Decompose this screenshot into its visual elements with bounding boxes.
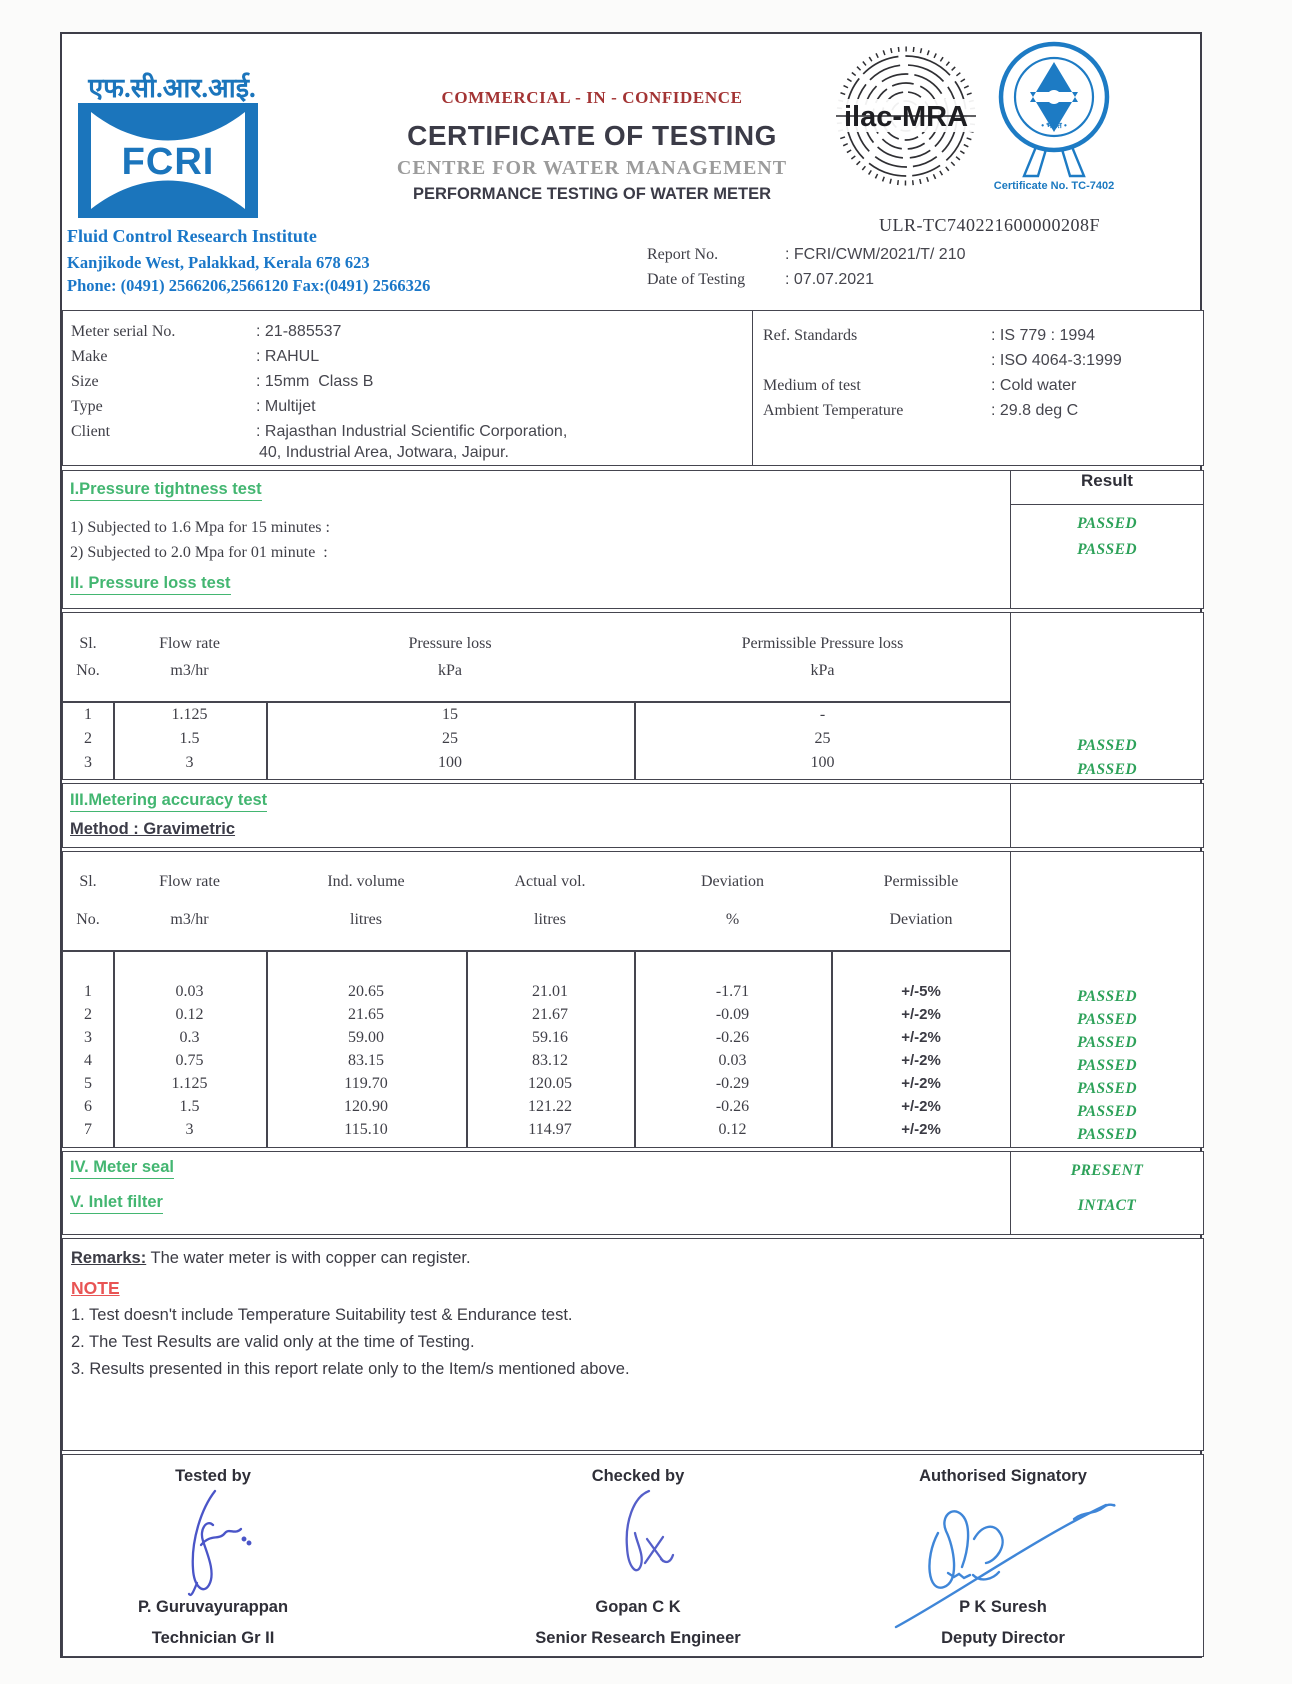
accuracy-result: PASSED xyxy=(1077,1057,1137,1074)
test-condition-row xyxy=(763,348,1203,373)
signature-col-checked xyxy=(453,1455,823,1656)
tested-by-signature-icon xyxy=(163,1483,263,1601)
pressure-loss-result xyxy=(1011,710,1203,734)
svg-text:FCRI: FCRI xyxy=(121,141,215,183)
checks-section xyxy=(62,1151,1204,1235)
cell-sl: 6 xyxy=(84,1098,92,1115)
column-divider xyxy=(266,703,268,779)
tightness-item-1: 1) Subjected to 1.6 Mpa for 15 minutes : xyxy=(70,519,330,536)
meter-details-left xyxy=(63,311,753,465)
cell-flow: 3 xyxy=(185,1121,194,1138)
accuracy-results xyxy=(1011,852,1203,1147)
cell-perm: - xyxy=(819,706,826,723)
svg-text:ilac-MRA: ilac-MRA xyxy=(843,101,969,133)
pressure-loss-row xyxy=(63,706,1010,730)
cell-permissible: +/-2% xyxy=(901,1029,941,1046)
meter-detail-row xyxy=(71,394,752,419)
header xyxy=(62,34,1200,310)
accuracy-result: PASSED xyxy=(1077,1126,1137,1143)
cell-flow: 1.5 xyxy=(179,730,200,747)
accuracy-row xyxy=(63,1098,1010,1121)
col-header-sl: Sl. No. xyxy=(76,873,100,928)
tightness-result-2: PASSED xyxy=(1077,541,1137,558)
cell-permissible: +/-5% xyxy=(901,983,941,1000)
cell-deviation: -0.26 xyxy=(715,1029,750,1046)
cell-permissible: +/-2% xyxy=(901,1006,941,1023)
signature-col-tested xyxy=(63,1455,363,1656)
column-divider xyxy=(831,952,833,1147)
remarks-section xyxy=(62,1238,1204,1451)
accuracy-heading-section xyxy=(62,783,1204,848)
cell-flow: 3 xyxy=(185,754,194,771)
cell-actual-volume: 21.67 xyxy=(532,1006,568,1023)
test-condition-value: : 29.8 deg C xyxy=(991,402,1079,419)
col-header-ind-volume: Ind. volume litres xyxy=(327,873,405,928)
check-result: PRESENT xyxy=(1070,1162,1144,1179)
cell-permissible: +/-2% xyxy=(901,1121,941,1138)
pressure-loss-table xyxy=(63,613,1011,779)
pressure-tightness-heading: I.Pressure tightness test xyxy=(70,480,262,501)
cell-deviation: 0.03 xyxy=(718,1052,747,1069)
accuracy-row xyxy=(63,1006,1010,1029)
accuracy-result: PASSED xyxy=(1077,1011,1137,1028)
org-hindi-name: एफ.सी.आर.आई. xyxy=(88,73,256,103)
cell-actual-volume: 59.16 xyxy=(532,1029,568,1046)
nabl-certificate-no: Certificate No. TC-7402 xyxy=(993,180,1115,192)
accuracy-heading-result-spacer xyxy=(1011,784,1203,847)
check-row xyxy=(63,1152,1010,1187)
accuracy-method: Method : Gravimetric xyxy=(70,820,236,838)
meter-details-section xyxy=(62,310,1204,466)
col-header-sl: Sl. No. xyxy=(76,634,100,679)
performance-subtitle: PERFORMANCE TESTING OF WATER METER xyxy=(412,185,772,203)
col-header-pressure-loss: Pressure loss kPa xyxy=(408,634,492,679)
accuracy-table-section xyxy=(62,851,1204,1148)
cell-deviation: -0.09 xyxy=(715,1006,750,1023)
accuracy-result: PASSED xyxy=(1077,1034,1137,1051)
accuracy-heading: III.Metering accuracy test xyxy=(70,791,267,812)
accuracy-row xyxy=(63,1121,1010,1144)
accuracy-heading-main xyxy=(63,784,1011,847)
cell-flow: 1.125 xyxy=(171,706,208,723)
meter-detail-value: : 15mm Class B xyxy=(256,373,374,390)
cell-sl: 4 xyxy=(84,1052,92,1069)
nabl-country-label: • भारत • xyxy=(1041,121,1067,130)
checks-main xyxy=(63,1152,1011,1234)
pressure-loss-table-section xyxy=(62,612,1204,780)
cell-sl: 1 xyxy=(84,706,92,723)
ilac-mra-logo-icon xyxy=(830,40,982,192)
meter-detail-label: Meter serial No. xyxy=(71,323,176,340)
date-value: : 07.07.2021 xyxy=(785,271,874,288)
signature-col-authorised xyxy=(823,1455,1183,1656)
nabl-logo-icon xyxy=(986,40,1122,180)
column-divider xyxy=(634,952,636,1147)
meter-detail-label: Make xyxy=(71,348,108,365)
meter-detail-value: : RAHUL xyxy=(256,348,320,365)
cell-actual-volume: 114.97 xyxy=(528,1121,572,1138)
cell-ind-volume: 119.70 xyxy=(344,1075,388,1092)
signature-name: P. Guruvayurappan xyxy=(137,1598,289,1616)
signature-name: Gopan C K xyxy=(595,1598,681,1616)
cell-loss: 15 xyxy=(442,706,458,723)
cell-actual-volume: 21.01 xyxy=(532,983,568,1000)
meter-detail-value: : 21-885537 xyxy=(256,323,342,340)
cell-permissible: +/-2% xyxy=(901,1075,941,1092)
column-divider xyxy=(113,703,115,779)
signature-title: Deputy Director xyxy=(941,1629,1065,1647)
note-label: NOTE xyxy=(71,1278,120,1298)
meter-detail-value: : Multijet xyxy=(256,398,316,415)
confidential-banner: COMMERCIAL - IN - CONFIDENCE xyxy=(441,88,743,107)
cell-deviation: -0.29 xyxy=(715,1075,750,1092)
meter-detail-row xyxy=(71,419,752,444)
pressure-tightness-section xyxy=(62,470,1204,609)
pressure-loss-result: PASSED xyxy=(1077,761,1137,778)
signature-title: Senior Research Engineer xyxy=(535,1629,741,1647)
cell-sl: 7 xyxy=(84,1121,92,1138)
certificate-page xyxy=(60,32,1202,1658)
meter-detail-row xyxy=(71,369,752,394)
column-divider xyxy=(466,952,468,1147)
cell-ind-volume: 83.15 xyxy=(348,1052,384,1069)
test-condition-value: : IS 779 : 1994 xyxy=(991,327,1096,344)
checked-by-signature-icon xyxy=(603,1481,683,1599)
signature-role: Authorised Signatory xyxy=(919,1467,1087,1485)
org-phone: Phone: (0491) 2566206,2566120 Fax:(0491) 2566326 xyxy=(67,276,431,295)
org-name: Fluid Control Research Institute xyxy=(67,226,317,246)
cell-flow: 0.3 xyxy=(179,1029,200,1046)
col-header-flow-rate: Flow rate m3/hr xyxy=(159,873,220,928)
test-condition-label: Ref. Standards xyxy=(763,327,858,344)
pressure-loss-row xyxy=(63,730,1010,754)
cell-sl: 2 xyxy=(84,1006,92,1023)
note-item: 2. The Test Results are valid only at the time of Testing. xyxy=(71,1333,475,1351)
test-condition-value: : Cold water xyxy=(991,377,1077,394)
signature-role: Checked by xyxy=(591,1467,685,1485)
pressure-loss-table-body xyxy=(63,703,1010,778)
ulr-number: ULR-TC740221600000208F xyxy=(878,215,1100,235)
cell-actual-volume: 83.12 xyxy=(532,1052,568,1069)
accuracy-table xyxy=(63,852,1011,1147)
org-address: Kanjikode West, Palakkad, Kerala 678 623 xyxy=(67,253,370,272)
cell-deviation: 0.12 xyxy=(718,1121,747,1138)
client-address-line2: 40, Industrial Area, Jotwara, Jaipur. xyxy=(259,444,509,461)
pressure-loss-results xyxy=(1011,613,1203,779)
check-result: INTACT xyxy=(1077,1197,1137,1214)
cell-flow: 1.5 xyxy=(179,1098,200,1115)
cell-actual-volume: 120.05 xyxy=(528,1075,572,1092)
cell-permissible: +/-2% xyxy=(901,1052,941,1069)
cell-loss: 100 xyxy=(438,754,462,771)
note-list xyxy=(71,1306,1203,1380)
pressure-loss-table-header xyxy=(63,613,1010,703)
pressure-tightness-main xyxy=(63,471,1011,608)
column-divider xyxy=(113,952,115,1147)
accuracy-row xyxy=(63,1075,1010,1098)
meter-detail-row xyxy=(71,344,752,369)
cell-sl: 1 xyxy=(84,983,92,1000)
cell-flow: 0.75 xyxy=(175,1052,204,1069)
checks-results xyxy=(1011,1152,1203,1234)
test-condition-label: Medium of test xyxy=(763,377,861,394)
test-condition-label: Ambient Temperature xyxy=(763,402,904,419)
remarks-text: The water meter is with copper can register. xyxy=(146,1249,471,1267)
cell-ind-volume: 120.90 xyxy=(344,1098,388,1115)
col-header-deviation: Deviation % xyxy=(700,873,765,928)
accuracy-row xyxy=(63,1052,1010,1075)
report-no-label: Report No. xyxy=(647,246,719,263)
cell-sl: 3 xyxy=(84,754,92,771)
signature-name: P K Suresh xyxy=(959,1598,1047,1616)
cell-sl: 3 xyxy=(84,1029,92,1046)
test-condition-row xyxy=(763,373,1203,398)
cell-ind-volume: 20.65 xyxy=(348,983,384,1000)
cell-actual-volume: 121.22 xyxy=(528,1098,572,1115)
cell-flow: 0.12 xyxy=(175,1006,204,1023)
signature-title: Technician Gr II xyxy=(151,1629,275,1647)
tightness-item-2: 2) Subjected to 2.0 Mpa for 01 minute : xyxy=(70,544,328,561)
accuracy-result: PASSED xyxy=(1077,1103,1137,1120)
accuracy-result: PASSED xyxy=(1077,988,1137,1005)
meter-details-right xyxy=(753,311,1203,465)
meter-detail-label: Type xyxy=(71,398,103,415)
column-divider xyxy=(266,952,268,1147)
remarks-line xyxy=(71,1249,1203,1268)
cell-permissible: +/-2% xyxy=(901,1098,941,1115)
col-header-permissible-loss: Permissible Pressure loss kPa xyxy=(741,634,904,679)
meter-detail-value: : Rajasthan Industrial Scientific Corporation, xyxy=(256,423,568,440)
result-column-header: Result xyxy=(1011,471,1203,505)
check-row xyxy=(63,1187,1010,1222)
page-title: CERTIFICATE OF TESTING xyxy=(407,120,777,151)
accuracy-result: PASSED xyxy=(1077,1080,1137,1097)
check-label: IV. Meter seal xyxy=(70,1158,174,1179)
test-condition-row xyxy=(763,323,1203,348)
test-condition-row xyxy=(763,398,1203,423)
cell-perm: 25 xyxy=(814,730,831,747)
col-header-permissible-deviation: Permissible Deviation xyxy=(883,873,959,928)
signature-role: Tested by xyxy=(175,1467,251,1485)
cell-deviation: -0.26 xyxy=(715,1098,750,1115)
accuracy-row xyxy=(63,1029,1010,1052)
report-no-value: : FCRI/CWM/2021/T/ 210 xyxy=(785,246,966,263)
signature-section xyxy=(62,1454,1204,1657)
meter-detail-row xyxy=(71,319,752,344)
pressure-tightness-results xyxy=(1011,471,1203,608)
pressure-loss-result: PASSED xyxy=(1077,737,1137,754)
remarks-label: Remarks: xyxy=(71,1249,147,1267)
date-label: Date of Testing xyxy=(647,271,746,288)
test-condition-value: : ISO 4064-3:1999 xyxy=(991,352,1122,369)
cell-loss: 25 xyxy=(442,730,458,747)
note-item: 3. Results presented in this report relate only to the Item/s mentioned above. xyxy=(71,1360,630,1378)
check-label: V. Inlet filter xyxy=(70,1193,163,1214)
meter-detail-label: Size xyxy=(71,373,99,390)
meter-detail-label: Client xyxy=(71,423,111,440)
accuracy-row xyxy=(63,983,1010,1006)
cell-flow: 1.125 xyxy=(171,1075,208,1092)
fcri-logo-icon xyxy=(77,102,259,219)
column-divider xyxy=(634,703,636,779)
cell-sl: 5 xyxy=(84,1075,92,1092)
accuracy-table-body xyxy=(63,952,1010,1144)
pressure-loss-heading: II. Pressure loss test xyxy=(70,574,231,595)
note-item: 1. Test doesn't include Temperature Suitability test & Endurance test. xyxy=(71,1306,573,1324)
cell-ind-volume: 115.10 xyxy=(344,1121,388,1138)
tightness-result-1: PASSED xyxy=(1077,515,1137,532)
cell-sl: 2 xyxy=(84,730,92,747)
cell-ind-volume: 59.00 xyxy=(348,1029,384,1046)
accuracy-table-header xyxy=(63,852,1010,952)
centre-subtitle: CENTRE FOR WATER MANAGEMENT xyxy=(396,157,788,179)
cell-flow: 0.03 xyxy=(175,983,204,1000)
col-header-flow-rate: Flow rate m3/hr xyxy=(159,634,220,679)
pressure-loss-row xyxy=(63,754,1010,778)
cell-perm: 100 xyxy=(810,754,835,771)
cell-deviation: -1.71 xyxy=(715,983,750,1000)
cell-ind-volume: 21.65 xyxy=(348,1006,384,1023)
col-header-actual-volume: Actual vol. litres xyxy=(514,873,586,928)
